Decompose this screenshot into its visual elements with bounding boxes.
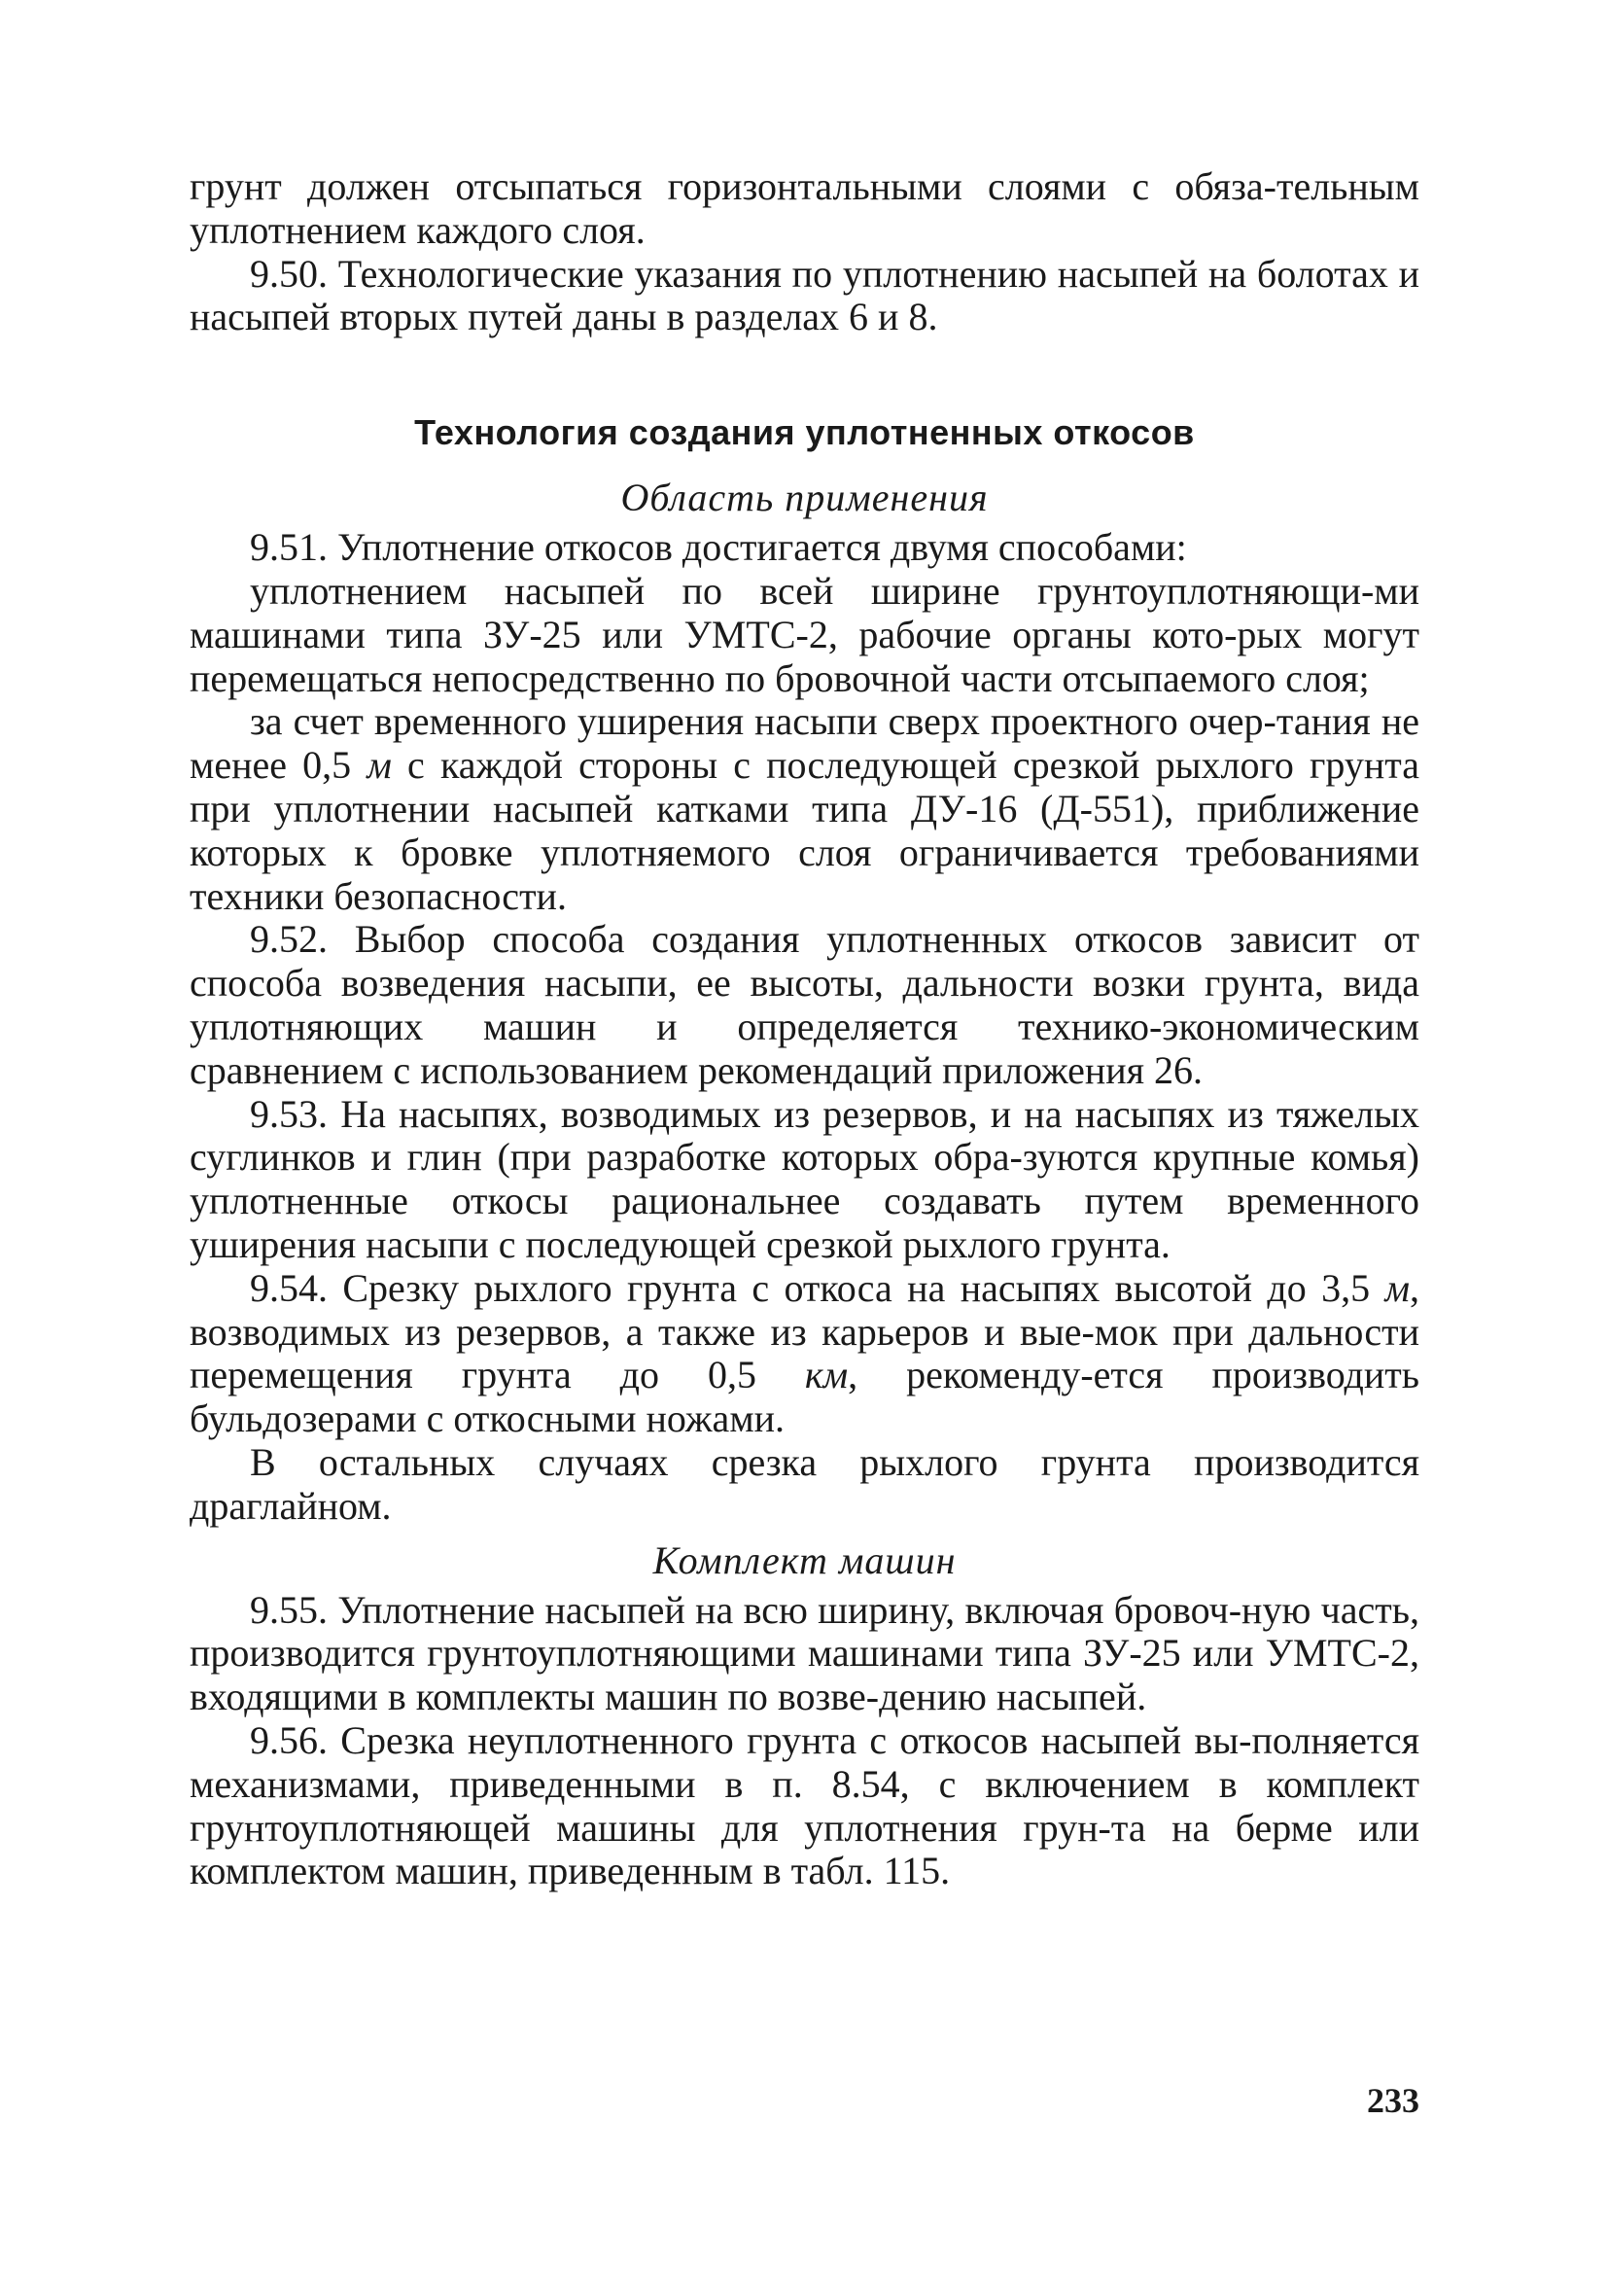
paragraph-9-51-method-1: уплотнением насыпей по всей ширине грунтоуплотняющи-ми машинами типа ЗУ-25 или УМТС-2, рабочие органы кото-рых могут перемещаться непосредственно по бровочной части отсыпаемого слоя; — [190, 568, 1419, 700]
paragraph-9-55: 9.55. Уплотнение насыпей на всю ширину, включая бровоч-ную часть, производится грунтоуплотняющими машинами типа ЗУ-25 или УМТС-2, входящими в комплекты машин по возве-дению насыпей. — [190, 1587, 1419, 1719]
p954-text-start: 9.54. Срезку рыхлого грунта с откоса на насыпях высотой до 3,5 — [250, 1265, 1371, 1310]
page-number: 233 — [1367, 2081, 1419, 2120]
paragraph-9-56: 9.56. Срезка неуплотненного грунта с откосов насыпей вы-полняется механизмами, приведенными в п. 8.54, с включением в комплект грунтоуплотняющей машины для уплотнения грун-та на берме или комплектом машин, приведенным в табл. 115. — [190, 1717, 1419, 1893]
subsection-title-machinery: Комплект машин — [652, 1537, 957, 1582]
paragraph-9-51-method-2 — [190, 700, 1419, 918]
paragraph-9-50: 9.50. Технологические указания по уплотнению насыпей на болотах и насыпей вторых путей даны в разделах 6 и 8. — [190, 251, 1419, 339]
section-title: Технология создания уплотненных откосов — [414, 412, 1195, 453]
method-2-text-start: за счет временного уширения насыпи сверх проектного очер-тания не менее 0,5 — [190, 699, 1419, 788]
unit-kilometers: км — [804, 1353, 849, 1397]
p954-text-end: , рекоменду-ется производить бульдозерами с откосными ножами. — [190, 1353, 1420, 1441]
unit-meters: м — [1384, 1265, 1410, 1310]
paragraph-9-52: 9.52. Выбор способа создания уплотненных откосов зависит от способа возведения насыпи, ее высоты, дальности возки грунта, вида уплотняющих машин и определяется технико-экономическим сравнением с использованием рекомендаций приложения 26. — [190, 917, 1419, 1092]
paragraph-9-51: 9.51. Уплотнение откосов достигается двумя способами: — [250, 525, 1187, 570]
intro-paragraph-continuation: грунт должен отсыпаться горизонтальными слоями с обяза-тельным уплотнением каждого слоя. — [190, 164, 1419, 252]
subsection-title-scope: Область применения — [620, 476, 989, 520]
paragraph-9-53: 9.53. На насыпях, возводимых из резервов, и на насыпях из тяжелых суглинков и глин (при разработке которых обра-зуются крупные комья) уплотненные откосы рациональнее создавать путем временного уширения насыпи с последующей срезкой рыхлого грунта. — [190, 1091, 1419, 1266]
document-page — [190, 165, 1419, 1893]
paragraph-9-54 — [190, 1267, 1419, 1441]
p954-text-middle: , возводимых из резервов, а также из карьеров и вые-мок при дальности перемещения грунта до 0,5 — [190, 1265, 1419, 1397]
paragraph-9-54-remainder: В остальных случаях срезка рыхлого грунта производится драглайном. — [190, 1439, 1419, 1528]
method-2-text-end: с каждой стороны с последующей срезкой рыхлого грунта при уплотнении насыпей катками типа ДУ-16 (Д-551), приближение которых к бровке уплотняемого слоя ограничивается требованиями техники безопасности. — [190, 743, 1420, 918]
unit-meters: м — [367, 743, 392, 788]
